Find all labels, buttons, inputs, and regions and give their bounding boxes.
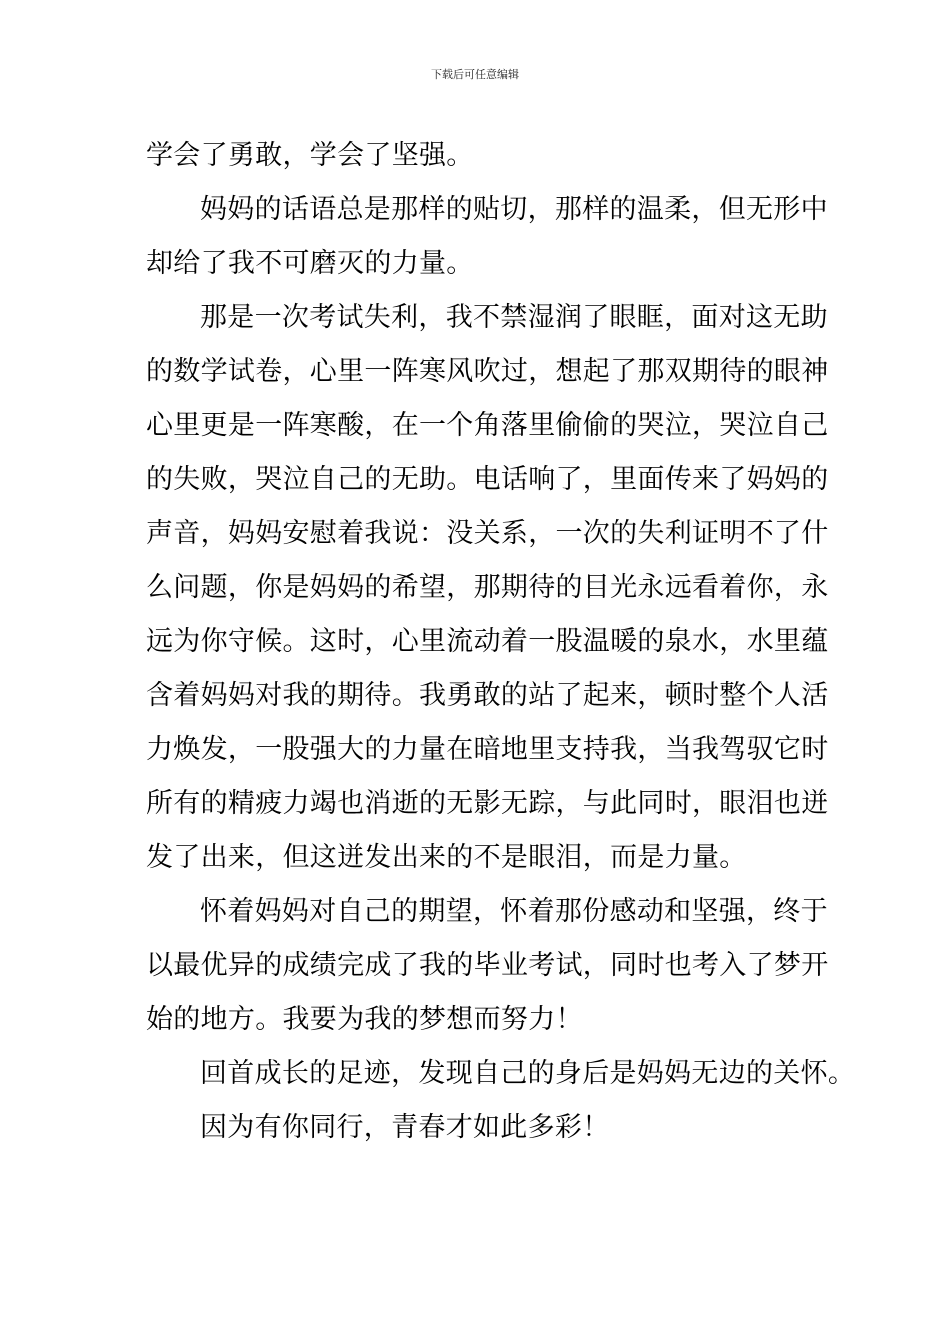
text-line: 回首成长的足迹，发现自己的身后是妈妈无边的关怀。 [200,1058,856,1089]
text-line: 声音，妈妈安慰着我说：没关系，一次的失利证明不了什 [146,518,829,549]
text-line: 所有的精疲力竭也消逝的无影无踪，与此同时，眼泪也迸 [146,788,829,819]
text-line: 学会了勇敢，学会了坚强。 [146,140,474,171]
text-line: 的数学试卷，心里一阵寒风吹过，想起了那双期待的眼神 [146,356,829,387]
text-line: 却给了我不可磨灭的力量。 [146,248,474,279]
text-line: 妈妈的话语总是那样的贴切，那样的温柔，但无形中 [200,194,828,225]
text-line: 心里更是一阵寒酸，在一个角落里偷偷的哭泣，哭泣自己 [146,410,829,441]
text-line: 始的地方。我要为我的梦想而努力！ [146,1004,583,1035]
text-line: 以最优异的成绩完成了我的毕业考试，同时也考入了梦开 [146,950,829,981]
document-body [146,129,856,1155]
text-line: 那是一次考试失利，我不禁湿润了眼眶，面对这无助 [200,302,828,333]
text-line: 因为有你同行，青春才如此多彩！ [200,1112,610,1143]
text-line: 远为你守候。这时，心里流动着一股温暖的泉水，水里蕴 [146,626,829,657]
text-line: 发了出来，但这迸发出来的不是眼泪，而是力量。 [146,842,747,873]
text-line: 含着妈妈对我的期待。我勇敢的站了起来，顿时整个人活 [146,680,829,711]
text-line: 力焕发，一股强大的力量在暗地里支持我，当我驾驭它时 [146,734,829,765]
text-line: 怀着妈妈对自己的期望，怀着那份感动和坚强，终于 [200,896,828,927]
header-note: 下载后可任意编辑 [431,68,519,81]
text-line: 么问题，你是妈妈的希望，那期待的目光永远看着你，永 [146,572,829,603]
text-line: 的失败，哭泣自己的无助。电话响了，里面传来了妈妈的 [146,464,829,495]
